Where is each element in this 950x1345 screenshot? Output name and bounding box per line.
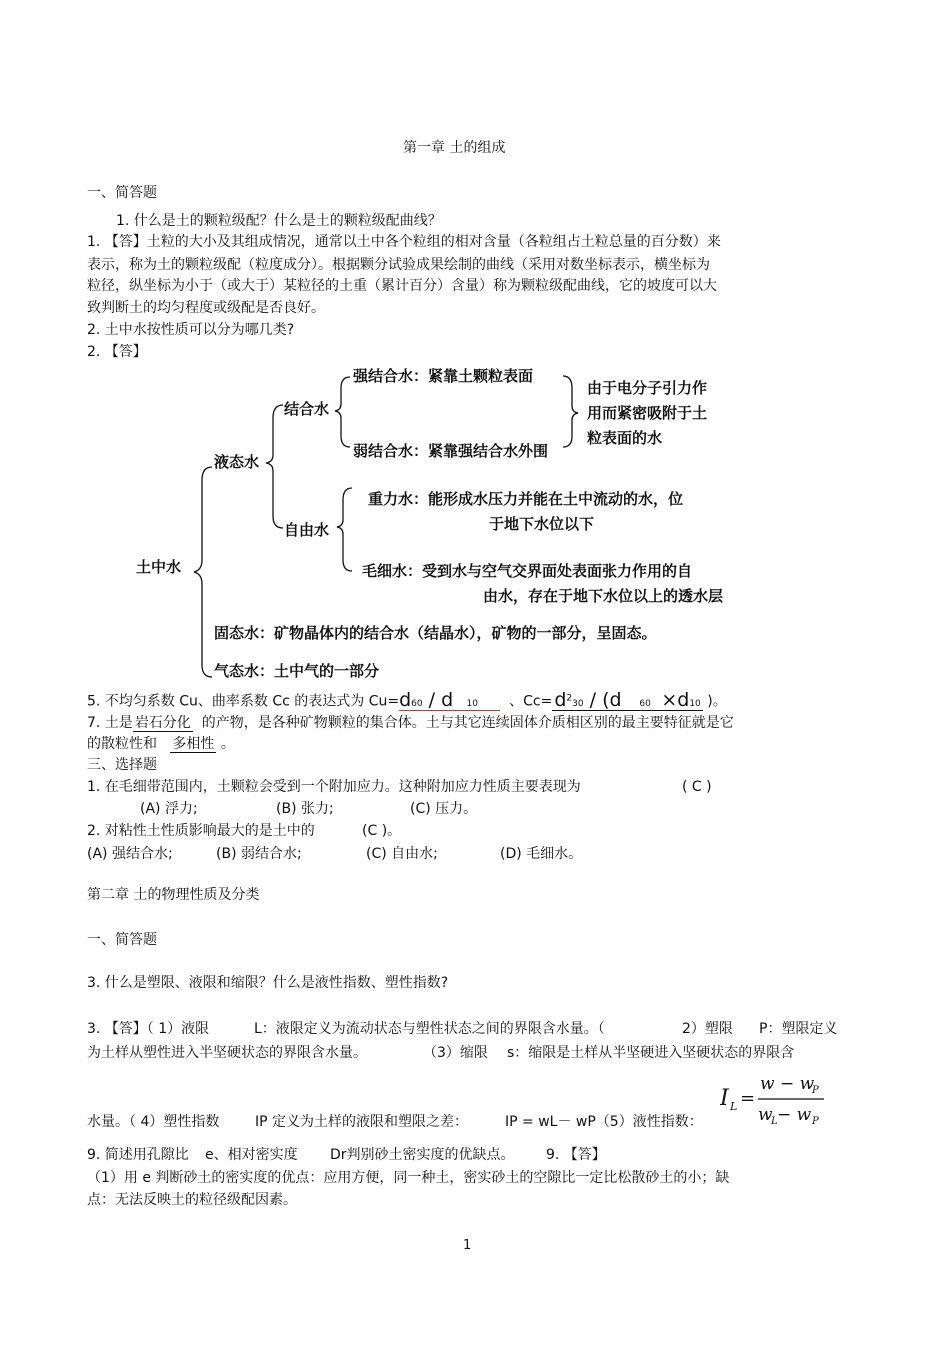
bound-brace [335, 377, 350, 447]
q7-text: 。 [220, 736, 235, 752]
question-2: 2. 土中水按性质可以分为哪几类? [87, 322, 295, 338]
cc-sup2: 2 [566, 693, 573, 703]
liquidity-index-formula [720, 1068, 828, 1130]
answer-3-text: IP = wL－ wP（5）液性指数： [505, 1114, 703, 1130]
cc-sub10: 10 [689, 698, 701, 709]
answer-1-line: 表示，称为土的颗粒级配（粒度成分）。根据颗分试验成果绘制的曲线（采用对数坐标表示，横坐标为 [87, 257, 710, 273]
mc-option: (C) 自由水; [366, 846, 438, 862]
question-5 [87, 688, 727, 714]
cc-sub30: 30 [572, 698, 584, 709]
formula-eq: = [740, 1088, 756, 1109]
diagram-weak: 弱结合水：紧靠强结合水外围 [353, 442, 549, 460]
q7-text: 的产物，是各种矿物颗粒的集合体。土与其它连续固体介质相区别的最主要特征就是它 [201, 715, 734, 731]
chapter1-title: 第一章 土的组成 [403, 140, 506, 156]
diagram-solid: 固态水：矿物晶体内的结合水（结晶水），矿物的一部分，呈固态。 [214, 624, 657, 642]
diagram-bound: 结合水 [284, 400, 330, 418]
mc-answer-1: ( C ) [682, 779, 712, 795]
section-heading: 一、简答题 [87, 185, 157, 201]
q7-text: 的散粒性和 [87, 736, 157, 752]
diagram-bound-note: 粒表面的水 [587, 429, 663, 447]
q5-prefix: 5. 不均匀系数 Cu、曲率系数 Cc 的表达式为 Cu= [87, 693, 400, 710]
answer-3-text: P：塑限定义 [759, 1021, 838, 1037]
diagram-bound-note: 用而紧密吸附于土 [587, 404, 708, 422]
diagram-gravity: 重力水：能形成水压力并能在土中流动的水，位 [368, 490, 684, 508]
question-1: 1. 什么是土的颗粒级配？什么是土的颗粒级配曲线？ [116, 213, 442, 229]
soil-water-diagram [0, 355, 950, 685]
diagram-capillary: 毛细水：受到水与空气交界面处表面张力作用的自 [362, 562, 693, 580]
mc-option: (A) 强结合水; [87, 846, 173, 862]
mc-option: (B) 弱结合水; [216, 846, 302, 862]
diagram-root: 土中水 [136, 558, 182, 576]
section-heading: 一、简答题 [87, 932, 157, 948]
blank-answer: 岩石分化 [134, 715, 191, 731]
answer-2-label: 2. 【答】 [87, 344, 147, 360]
answer-1-line: 粒径，纵坐标为小于（或大于）某粒径的土重（累计百分）含量）称为颗粒级配曲线，它的坡度可以大 [87, 278, 717, 294]
diagram-gravity: 于地下水位以下 [489, 515, 595, 533]
q5-end: )。 [707, 693, 727, 710]
mc-option: (C) 压力。 [410, 801, 478, 817]
answer-3-text: IP 定义为土样的液限和塑限之差： [255, 1114, 469, 1130]
mc-option: (B) 张力; [276, 801, 334, 817]
cu-sub10: 10 [466, 698, 478, 709]
answer-1-line: 致判断土的均匀程度或级配是否良好。 [87, 300, 325, 316]
question-7 [87, 713, 734, 733]
formula-den-mid: − w [777, 1105, 812, 1125]
answer-1-line: 1. 【答】土粒的大小及其组成情况，通常以土中各个粒组的相对含量（各粒组占土粒总量的百分数）来 [87, 234, 721, 250]
chapter2-title: 第二章 土的物理性质及分类 [87, 887, 260, 903]
question-9: 9. 简述用孔隙比 [87, 1147, 189, 1163]
formula-num: w − w [760, 1074, 815, 1094]
blank-answer: 多相性 [172, 736, 215, 752]
section-heading: 三、选择题 [87, 757, 157, 773]
diagram-bound-note: 由于电分子引力作 [587, 379, 708, 397]
answer-3-text: 2）塑限 [682, 1021, 733, 1037]
answer-9-line: （1）用 e 判断砂土的密实度的优点：应用方便，同一种土，密实砂土的空隙比一定比松散砂土的小；缺 [87, 1170, 730, 1186]
cu-d: d [399, 688, 412, 711]
cc-times: ×d [655, 688, 690, 711]
free-brace [337, 488, 352, 571]
formula-den: w [758, 1105, 773, 1125]
diagram-strong: 强结合水：紧靠土颗粒表面 [353, 367, 534, 385]
diagram-free: 自由水 [284, 521, 330, 539]
root-brace [194, 467, 212, 677]
answer-3-text: s：缩限是土样从半坚硬进入坚硬状态的界限含 [507, 1045, 795, 1061]
cu-slash: / d [422, 688, 454, 711]
q5-mid: 、Cc= [509, 693, 553, 710]
cc-sub60: 60 [639, 698, 651, 709]
answer-9-line: 点：无法反映土的粒径级配因素。 [87, 1192, 297, 1208]
formula-lhs: I [720, 1086, 729, 1111]
cc-rest: / (d [583, 688, 622, 711]
page-number: 1 [463, 1238, 472, 1253]
mc-option: (A) 浮力; [140, 801, 198, 817]
diagram-capillary: 由水，存在于地下水位以上的透水层 [483, 587, 724, 605]
diagram-liquid: 液态水 [214, 453, 260, 471]
mc-option: (D) 毛细水。 [500, 846, 583, 862]
cu-sub60: 60 [411, 698, 423, 709]
answer-9-label: 9. 【答】 [546, 1147, 606, 1163]
mc-answer-2: (C )。 [362, 823, 402, 839]
mc-question-1: 1. 在毛细带范围内，土颗粒会受到一个附加应力。这种附加应力性质主要表现为 [87, 779, 581, 795]
formula-lhs-sub: L [730, 1100, 738, 1113]
question-9: Dr判别砂土密实度的优缺点。 [330, 1147, 515, 1163]
q7-text: 7. 土是 [87, 715, 133, 731]
answer-3-text: 3. 【答】（ 1）液限 [87, 1021, 210, 1037]
liquid-brace [266, 405, 283, 528]
question-3: 3. 什么是塑限、液限和缩限？什么是液性指数、塑性指数? [87, 975, 449, 991]
mc-question-2: 2. 对粘性土性质影响最大的是土中的 [87, 823, 315, 839]
cc-d: d [554, 688, 567, 711]
question-7-cont [87, 734, 235, 754]
formula-den-sub1: L [771, 1116, 778, 1127]
answer-3-text: 为土样从塑性进入半坚硬状态的界限含水量。 [87, 1045, 367, 1061]
note-brace [563, 376, 578, 447]
answer-3-text: 水量。（ 4）塑性指数 [87, 1114, 220, 1130]
answer-3-text: （3）缩限 [423, 1045, 488, 1061]
question-9: e、相对密实度 [205, 1147, 298, 1163]
formula-den-sub2: P [812, 1116, 819, 1127]
formula-num-sub: P [812, 1085, 819, 1096]
answer-3-text: L：液限定义为流动状态与塑性状态之间的界限含水量。（ [254, 1021, 605, 1037]
diagram-gas: 气态水：土中气的一部分 [214, 662, 380, 680]
